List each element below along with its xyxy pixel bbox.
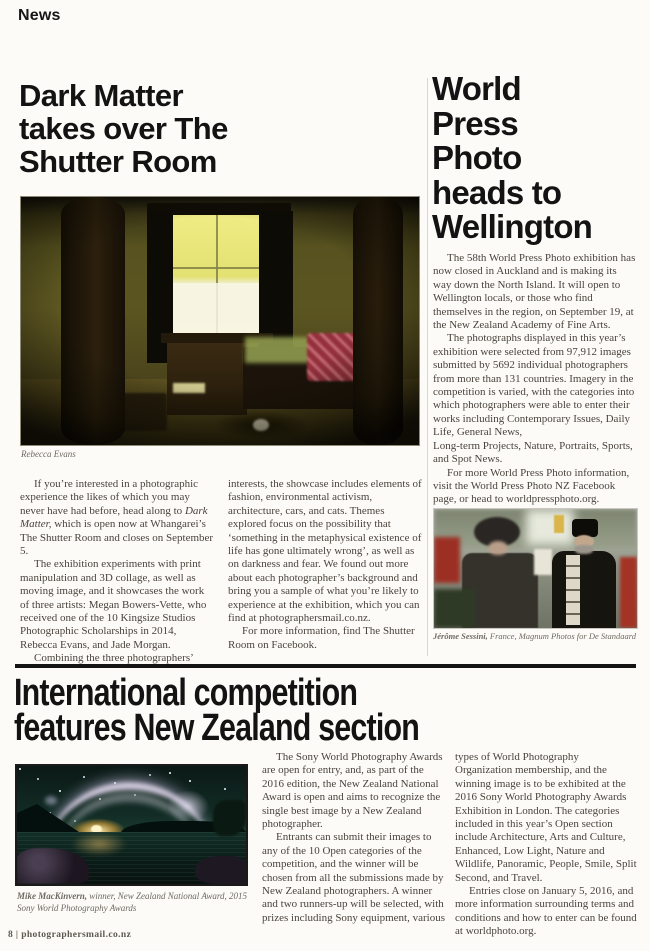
caption-credit-name: Mike MacKinvern,: [17, 891, 88, 901]
world-press-photo: [433, 508, 638, 629]
milky-way-photo: [15, 764, 248, 886]
body-column-2: [228, 478, 422, 666]
paragraph: For more information, find The Shutter Room on Facebook.: [228, 625, 415, 651]
photo-gold-cross: [554, 515, 564, 533]
international-headline: [14, 672, 420, 749]
photo-caption: [17, 891, 249, 914]
photo-priest-beard: [575, 545, 593, 554]
photo-red-right: [620, 557, 637, 628]
headline-line: Shutter Room: [19, 144, 217, 179]
paragraph: Combining the three photographers’: [34, 652, 194, 665]
world-press-headline: [432, 72, 592, 245]
caption-credit-rest: France, Magnum Photos for De Standaard: [487, 631, 636, 641]
section-rule: [15, 664, 636, 668]
photo-white-item: [534, 549, 552, 575]
dark-matter-headline: [19, 79, 228, 178]
paragraph: The photographs displayed in this year’s exhibition were selected from 97,912 images submitted by 5692 individual photographers from more than 131 countries. Imagery in the competition is varied, with the categories into which photographers were able to enter their works including Contemporary Issues, Daily Life, General News,: [433, 332, 635, 439]
caption-credit-rest: winner, New Zealand National Award, 2015 Sony World Photography Awards: [17, 891, 248, 913]
photo-vignette: [21, 197, 419, 445]
headline-line: World: [432, 70, 521, 107]
paragraph: interests, the showcase includes elements of fashion, environmental activism, architecture, cars, and cats. Themes explored focus on the possibility that ‘something in the metaphysical existence of life has gone ultimately wrong’, as well as on darkness and fear. We found out more about each photographer’s background and bring you a sample of what you’re likely to experience at the exhibition, which you can find at photographersmail.co.nz.: [228, 478, 422, 625]
photo-foliage: [434, 589, 476, 628]
paragraph: The Sony World Photography Awards are open for entry, and, as part of the 2016 edition, the New Zealand National Award is open and aims to recognize the single best image by a New Zealand photographer.: [262, 751, 443, 831]
headline-line: International competition: [14, 672, 358, 714]
photo-red-flowers-left: [434, 537, 460, 583]
headline-line: Photo: [432, 139, 522, 176]
photo-caption: [433, 631, 636, 641]
headline-line: Dark Matter: [19, 78, 183, 113]
international-body-col2: [455, 751, 638, 939]
paragraph: The exhibition experiments with print manipulation and 3D collage, as well as moving image, and it showcases the work of three artists: Megan Bowers-Vette, who received one of the 10 Kingsize Studios Photographic Scholarships in 2014, Rebecca Evans, and Jade Morgan.: [20, 558, 207, 651]
world-press-body: [433, 252, 636, 507]
international-body-col1: [262, 751, 446, 925]
headline-line: Wellington: [432, 208, 593, 245]
paragraph: The 58th World Press Photo exhibition has now closed in Auckland and is making its way down the North Island. It will open to Wellington locals, or those who find themselves in the region, on September 19, at the New Zealand Academy of Fine Arts.: [433, 252, 636, 332]
section-label: News: [18, 7, 61, 24]
photo-magellanic-cloud: [45, 796, 57, 805]
headline-line: takes over The: [19, 111, 228, 146]
paragraph-text: which is open now at Whangarei’s The Shutter Room and closes on September 5.: [20, 518, 214, 558]
paragraph: For more World Press Photo information, visit the World Press Photo NZ Facebook page, or head to worldpressphoto.org.: [433, 466, 630, 506]
paragraph: types of World Photography Organization membership, and the winning image is to be exhibited at the 2016 Sony World Photography Awards Exhibition in London. The categories included in this year’s Open section include Architecture, Arts and Culture, Enhanced, Low Light, Nature and Wildlife, Panoramic, People, Smile, Split Second, and Travel.: [455, 751, 637, 884]
photo-priest-body: [552, 551, 616, 628]
photo-face: [488, 541, 508, 555]
photo-reflection: [71, 832, 127, 856]
bedroom-photo: [20, 196, 420, 446]
italic-title: Dark Matter,: [20, 504, 208, 531]
caption-credit-name: Jérôme Sessini,: [433, 631, 488, 641]
paragraph: Entries close on January 5, 2016, and more information surrounding terms and conditions and how to enter can be found at worldphoto.org.: [455, 885, 637, 938]
photo-rocks-right: [195, 856, 246, 884]
headline-line: Press: [432, 104, 518, 142]
photo-stars: [19, 768, 21, 770]
photo-galaxy-core: [167, 790, 209, 822]
paragraph: [20, 478, 214, 558]
photo-bright-sky: [526, 509, 574, 545]
headline-line: heads to: [432, 173, 562, 211]
headline-line: features New Zealand section: [14, 707, 420, 749]
body-column-1: [20, 478, 214, 666]
photo-bush-right: [213, 800, 246, 836]
dark-matter-body: [20, 478, 422, 666]
page-number-footer: 8 | photographersmail.co.nz: [8, 930, 132, 940]
photo-caption: Rebecca Evans: [21, 449, 76, 459]
paragraph-text: If you’re interested in a photographic experience the likes of which you may never have had before, head along to: [20, 478, 199, 517]
column-divider: [427, 78, 428, 656]
paragraph: Long-term Projects, Nature, Portraits, Sports, and Spot News.: [433, 439, 633, 466]
paragraph: Entrants can submit their images to any of the 10 Open categories of the competition, and the winner will be chosen from all the submissions made by New Zealand photographers. A winner and two runners-up will be selected, with prizes including Sony equipment, various: [262, 831, 445, 924]
photo-white-stole: [566, 555, 580, 625]
